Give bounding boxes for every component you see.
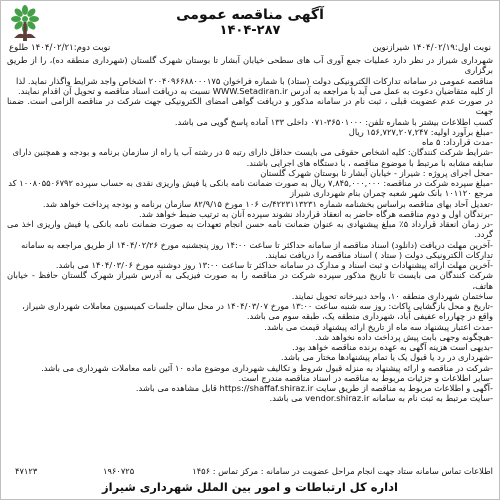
- body-line: -تعدیل آحاد بهای مناقصه براساس بخشنامه شماره ۴۲۲۳۱۱۳۲۳۱/ت ۱۰۶ مورخ ۸۲/۹/۱۵ سازمان برنامه و بودجه پرداخت خواهد شد.: [42, 198, 493, 209]
- notice-code: ۱۴۰۴-۲۸۷: [219, 23, 281, 38]
- notice-body: [7, 55, 493, 463]
- body-line: مناقصه عمومی در سامانه تدارکات الکترونیکی دولت (ستاد) با شماره فراخوان ۲۰۰۴۰۹۶۶۸۸۰۰۰۱۷۵ اشخاص واجد شرایط واگذار نماید. لذا: [16, 75, 493, 86]
- body-line: -هیچگونه وجهی بابت پیش پرداخت داده نخواهد شد.: [314, 331, 493, 342]
- contact-label: اطلاعات تماس سامانه ستاد جهت انجام مراحل عضویت در سامانه : مرکز تماس : ۱۴۵۶: [192, 466, 493, 476]
- contact-number-1: ۱۹۶۰۷۲۵: [103, 466, 135, 476]
- body-line: -محل اجرای پروژه : شیراز - خیابان آبشار تا بوستان شهرک گلستان: [260, 167, 493, 178]
- body-line: -شهرداری در رد یا قبول یک یا تمام پیشنهادها مختار می باشد.: [280, 352, 493, 363]
- body-line: -در زمان انعقاد قرارداد ۵٪ مبلغ پیشنهادی به عنوان ضمانت نامه حسن انجام تعهدات به صورت ضمانت نامه بانکی یا فیش واریزی اخذ می گردد.: [7, 219, 493, 240]
- body-line: -مدت اعتبار پیشنهاد سه ماه از تاریخ ارائه پیشنهاد قیمت می باشد.: [264, 321, 493, 332]
- body-line: -آخرین مهلت دریافت (دانلود) اسناد مناقصه از سامانه حداکثر تا ساعت ۱۴:۰۰ روز پنجشنبه مورخ ۱۴۰۴/۰۲/۲۶ از طریق مراجعه به سامانه: [21, 239, 493, 250]
- body-line: -مبلغ برآورد اولیه: ۱۵۶,۷۲۷,۲۰۷,۲۴۷ ریال: [348, 126, 493, 137]
- body-line: کسب اطلاعات بیشتر با شماره تلفن: ۳۶۵۰۱۰۰۰-۰۷۱ داخلی ۱۳۳ آماده پاسخ گویی می باشد.: [174, 116, 493, 127]
- body-line: شهرداری شیراز در نظر دارد عملیات جمع آوری آب های سطحی خیابان آبشار تا بوستان شهرک گلستان (شهرداری منطقه ده)، را از طریق برگزاری: [7, 55, 493, 76]
- publish-turn-2: نوبت دوم:۱۴۰۴/۰۲/۲۱ طلوع: [9, 43, 111, 53]
- publish-turn-1: نوبت اول:۱۴۰۴/۰۲/۱۹ شیرازنوین: [372, 43, 491, 53]
- body-line: -تاریخ و محل بازگشایی پاکات: روز سه شنبه ساعت ۱۳:۰۰ مورخ ۱۴۰۴/۰۳/۰۷ در محل سالن جلسات کمیسیون معاملات شهرداری شیراز،: [22, 301, 493, 311]
- body-line: -شرایط شرکت کنندگان: کلیه اشخاص حقوقی می بایست حداقل دارای رتبه ۵ در رشته آب یا راه از سازمان برنامه و بودجه و همچنین دارای: [12, 147, 493, 158]
- body-line: -برندگان اول و دوم مناقصه هرگاه حاضر به انعقاد قرارداد نشوند سپرده آنان به ترتیب ضبط خواهد شد.: [138, 208, 493, 219]
- body-line: شرکت کنندگان می بایست تا تاریخ مذکور سپرده شرکت در مناقصه را به صورت فیزیکی به آدرس شیراز شهرک گلستان حافظ - خیابان هاتف،: [7, 270, 493, 291]
- body-line: -مبلغ سپرده شرکت در مناقصه: ۷,۸۴۵,۰۰۰,۰۰۰ ریال به صورت ضمانت نامه بانکی یا فیش واریزی نقدی به حساب سپرده ۱۰۰۸۰۵۵۰۶۷۹۲ کد: [8, 178, 493, 188]
- contact-info: [7, 465, 493, 477]
- publish-dates: [9, 43, 491, 54]
- body-line: ساختمان شهرداری منطقه ۱۰، واحد دبیرخانه تحویل نمایند.: [291, 290, 493, 301]
- body-line: -سایر اطلاعات و جزئیات مربوط به مناقصه در اسناد مناقصه مندرج است.: [238, 372, 493, 383]
- body-line: -سایت مرتبط به ثبت نام به سامانه vendor.shiraz.ir می باشد.: [269, 393, 493, 404]
- body-line: از کلیه متقاضیان دعوت به عمل می آید با مراجعه به آدرس WWW.Setadiran.ir نسبت به دریافت اسناد مناقصه و تحویل آن اقدام نمایند.: [18, 85, 493, 96]
- body-line: -آخرین مهلت ارائه پیشنهادات و ثبت اسناد و مدارک در سامانه حداکثر تا ساعت ۱۳:۰۰ روز دوشنبه مورخ ۱۴۰۴/۰۳/۰۶ می باشد.: [55, 260, 493, 270]
- body-line: -شرکت در مناقصه و ارائه پیشنهاد به منزله قبول شروط و تکالیف شهرداری موضوع ماده ۱۰ آئین نامه معاملات شهرداری می باشد.: [41, 362, 493, 373]
- notice-title: آگهی مناقصه عمومی: [176, 7, 324, 23]
- body-line: -بدیهی است هزینه آگهی به عهده برنده مناقصه خواهد بود.: [292, 342, 493, 352]
- body-line: واقع در چهارراه عفیفی آباد، شهرداری منطقه یک، طبقه سوم می باشد.: [246, 311, 493, 322]
- organization-signature: اداره کل ارتباطات و امور بین الملل شهرداری شیراز: [102, 480, 398, 494]
- contact-number-2: ۴۷۱۲۳: [15, 466, 38, 476]
- body-line: در صورت عدم عضویت قبلی ، ثبت نام در سامانه مذکور و دریافت گواهی امضای الکترونیکی جهت شرکت در مناقصه الزامی است. ضمنا جهت: [7, 96, 493, 117]
- body-line: -مدت قرارداد: ۵ ماه: [421, 137, 493, 147]
- body-line: تدارکات الکترونیکی دولت ( ستاد ) اسناد مناقصه را دریافت نمایند.: [265, 249, 493, 260]
- body-line: -آگهی و اطلاعات مربوط به مناقصه از طریق سایت https://shaffaf.shiraz.ir قابل مشاهده می باشد.: [135, 383, 493, 393]
- body-line: مرجع ۱۰۱۱۲۰ بانک شهر شعبه چمران بنام شهرداری شیراز: [290, 188, 493, 199]
- body-line: سابقه مشابه با مرتبط با موضوع مناقصه ، با دستگاه های اجرایی باشند.: [246, 157, 493, 168]
